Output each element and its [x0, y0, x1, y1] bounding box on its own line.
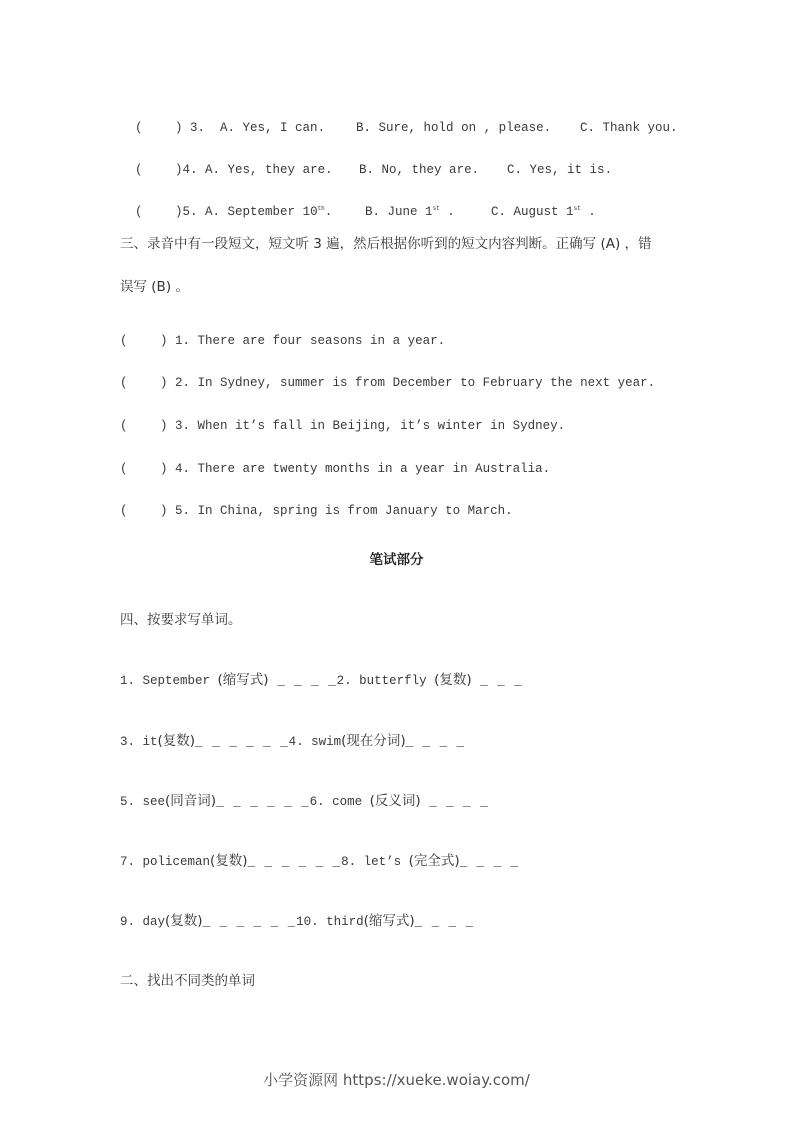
answer-blank[interactable]: _ _ _ _ [459, 855, 520, 869]
answer-bracket[interactable]: ( [120, 334, 128, 348]
listening-item-3: ( ) 3. A. Yes, I can. B. Sure, hold on , please. C. Thank you. [135, 121, 678, 135]
option-b: B. June 1st . [365, 205, 455, 219]
answer-bracket[interactable]: ( [135, 163, 143, 177]
section-4-title: 四、按要求写单词。 [120, 612, 242, 628]
listening-item-4: ( )4. A. Yes, they are. B. No, they are. C. Yes, it is. [135, 163, 613, 177]
answer-blank[interactable]: _ _ _ _ [414, 915, 475, 929]
judge-item-2: ( ) 2. In Sydney, summer is from December to February the next year. [120, 376, 656, 390]
answer-blank[interactable]: _ _ _ _ _ _ [247, 855, 342, 869]
section-next-title: 二、找出不同类的单词 [120, 973, 255, 989]
option-b: B. Sure, hold on , please. [356, 121, 552, 135]
judge-item-4: ( ) 4. There are twenty months in a year in Australia. [120, 462, 551, 476]
word-row-4: 7. policeman(复数)_ _ _ _ _ _8. let’s (完全式)_ _ _ _ [120, 853, 520, 869]
option-b: B. No, they are. [359, 163, 480, 177]
answer-bracket[interactable]: ( [120, 419, 128, 433]
written-part-heading: 笔试部分 [369, 552, 424, 568]
word-row-1: 1. September (缩写式) _ _ _ _2. butterfly (复数) _ _ _ [120, 672, 523, 688]
option-a: A. September 10th. [205, 205, 333, 219]
word-row-2: 3. it(复数)_ _ _ _ _ _4. swim(现在分词)_ _ _ _ [120, 733, 466, 749]
listening-item-5: ( )5. A. September 10th. B. June 1st . C. August 1st . [135, 205, 596, 219]
answer-bracket[interactable]: ( [120, 376, 128, 390]
option-c: C. Yes, it is. [507, 163, 613, 177]
answer-blank[interactable]: _ _ _ _ _ _ [202, 915, 297, 929]
option-c: C. August 1st . [491, 205, 596, 219]
answer-blank[interactable]: _ _ _ _ _ _ [216, 795, 310, 809]
footer-watermark: 小学资源网 https://xueke.woiay.com/ [263, 1071, 530, 1089]
answer-bracket[interactable]: ( [120, 462, 128, 476]
section-3-instructions: 三、录音中有一段短文，短文听 3 遍，然后根据你听到的短文内容判断。正确写 (A) ，错 [120, 236, 652, 252]
answer-blank[interactable]: _ _ _ _ [405, 735, 466, 749]
answer-blank[interactable]: _ _ _ _ [420, 795, 489, 809]
answer-blank[interactable]: _ _ _ _ _ _ [195, 735, 289, 749]
option-a: A. Yes, they are. [205, 163, 333, 177]
answer-bracket[interactable]: ( [120, 504, 128, 518]
answer-bracket[interactable]: ( [135, 205, 143, 219]
judge-item-5: ( ) 5. In China, spring is from January to March. [120, 504, 513, 518]
word-row-3: 5. see(同音词)_ _ _ _ _ _6. come (反义词) _ _ _ _ [120, 793, 489, 809]
option-a: A. Yes, I can. [220, 121, 326, 135]
answer-blank[interactable]: _ _ _ _ [268, 674, 337, 688]
option-c: C. Thank you. [580, 121, 678, 135]
section-3-instructions-cont: 误写 (B) 。 [120, 279, 189, 295]
answer-bracket[interactable]: ( [135, 121, 143, 135]
answer-blank[interactable]: _ _ _ [471, 674, 523, 688]
judge-item-3: ( ) 3. When it’s fall in Beijing, it’s winter in Sydney. [120, 419, 566, 433]
judge-item-1: ( ) 1. There are four seasons in a year. [120, 334, 446, 348]
word-row-5: 9. day(复数)_ _ _ _ _ _10. third(缩写式)_ _ _ _ [120, 913, 475, 929]
